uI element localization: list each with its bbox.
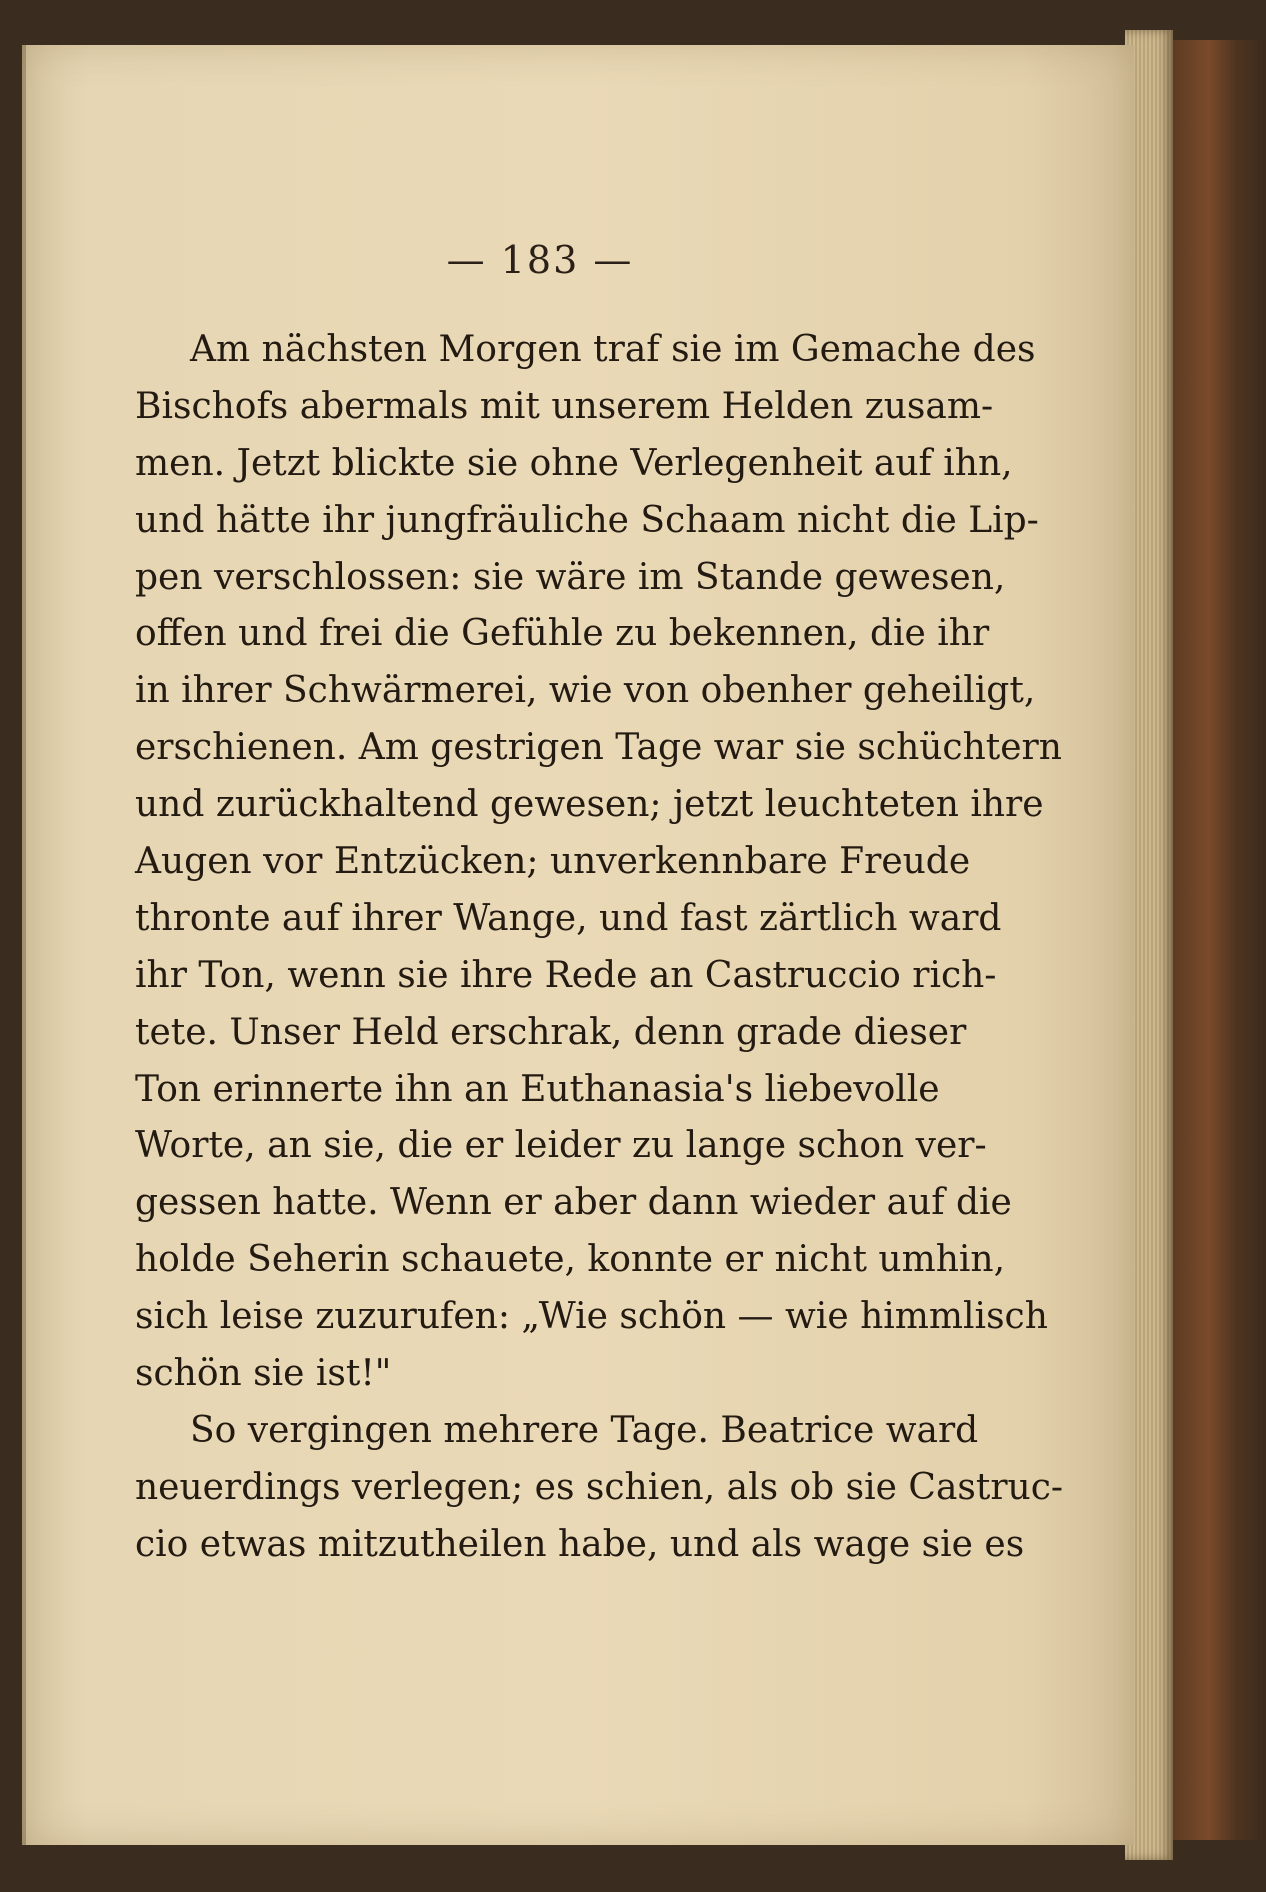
text-line: sich leise zuzurufen: „Wie schön — wie himmlisch xyxy=(135,1296,1048,1338)
text-line: men. Jetzt blickte sie ohne Verlegenheit auf ihn, xyxy=(135,442,1013,484)
text-line: Bischofs abermals mit unserem Helden zusam- xyxy=(135,385,994,427)
text-line: neuerdings verlegen; es schien, als ob sie Castruc- xyxy=(135,1466,1064,1508)
text-line: Ton erinnerte ihn an Euthanasia's liebevolle xyxy=(135,1068,940,1110)
book-cover-edge xyxy=(1170,40,1266,1840)
text-line: cio etwas mitzutheilen habe, und als wage sie es xyxy=(135,1523,1025,1565)
text-line: Am nächsten Morgen traf sie im Gemache des xyxy=(190,329,1036,370)
text-line: Worte, an sie, die er leider zu lange schon ver- xyxy=(135,1125,987,1167)
text-line: So vergingen mehrere Tage. Beatrice ward xyxy=(190,1409,979,1451)
text-line: in ihrer Schwärmerei, wie von obenher geheiligt, xyxy=(135,670,1036,712)
text-line: gessen hatte. Wenn er aber dann wieder auf die xyxy=(135,1182,1012,1224)
text-line: erschienen. Am gestrigen Tage war sie schüchtern xyxy=(135,727,1062,769)
text-line: tete. Unser Held erschrak, denn grade dieser xyxy=(135,1011,967,1053)
text-line: ihr Ton, wenn sie ihre Rede an Castruccio rich- xyxy=(135,954,997,996)
page-number: — 183 — xyxy=(446,238,634,282)
text-line: offen und frei die Gefühle zu bekennen, die ihr xyxy=(135,613,990,655)
text-line: holde Seherin schauete, konnte er nicht umhin, xyxy=(135,1239,1006,1281)
text-line: schön sie ist!" xyxy=(135,1353,392,1395)
body-text xyxy=(135,322,1064,1574)
text-line: und hätte ihr jungfräuliche Schaam nicht die Lip- xyxy=(135,499,1039,541)
text-line: Augen vor Entzücken; unverkennbare Freude xyxy=(135,841,971,883)
text-line: thronte auf ihrer Wange, und fast zärtlich ward xyxy=(135,897,1002,939)
text-line: und zurückhaltend gewesen; jetzt leuchteten ihre xyxy=(135,784,1044,826)
text-line: pen verschlossen: sie wäre im Stande gewesen, xyxy=(135,556,1006,598)
gutter-shadow xyxy=(22,45,26,1845)
